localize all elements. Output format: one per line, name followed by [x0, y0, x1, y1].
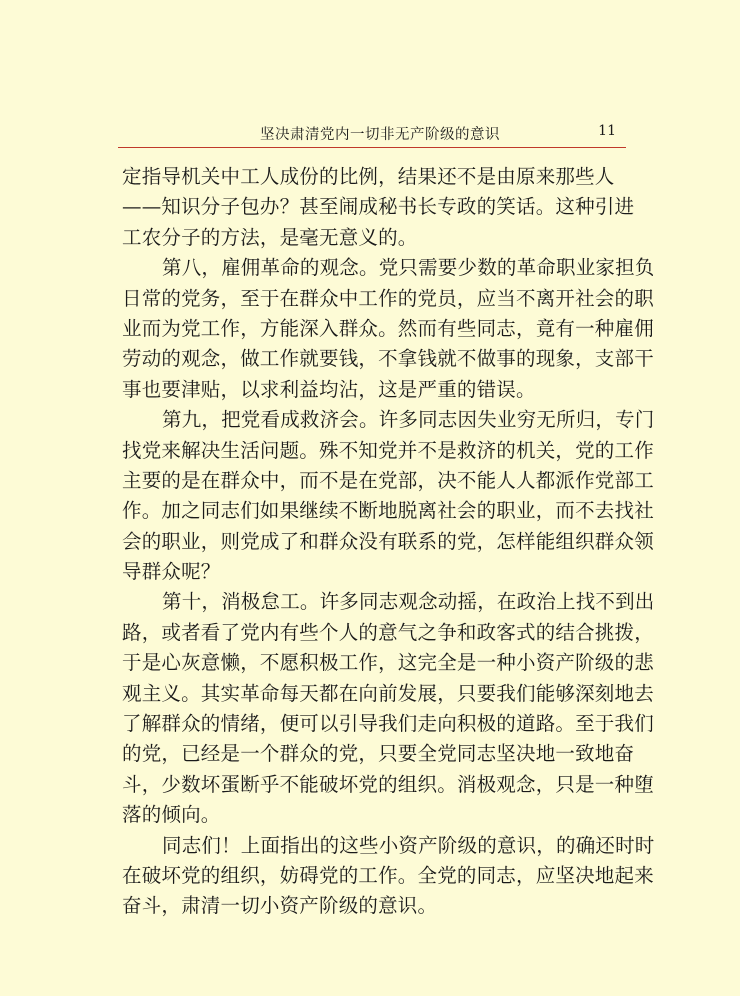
text-line: 于是心灰意懒，不愿积极工作，这完全是一种小资产阶级的悲 — [122, 651, 654, 675]
text-line: 在破坏党的组织，妨碍党的工作。全党的同志，应坚决地起来 — [122, 863, 654, 887]
text-line: 日常的党务，至于在群众中工作的党员，应当不离开社会的职 — [122, 286, 654, 310]
text-line: 会的职业，则党成了和群众没有联系的党，怎样能组织群众领 — [122, 529, 654, 553]
text-line: 找党来解决生活问题。殊不知党并不是救济的机关，党的工作 — [122, 438, 654, 462]
text-line: 定指导机关中工人成份的比例，结果还不是由原来那些人 — [122, 165, 615, 188]
paragraph-start-line: 同志们！上面指出的这些小资产阶级的意识，的确还时时 — [162, 833, 655, 857]
text-line: 作。加之同志们如果继续不断地脱离社会的职业，而不去找社 — [122, 499, 654, 523]
paragraph-start-line: 第九，把党看成救济会。许多同志因失业穷无所归，专门 — [162, 408, 655, 432]
text-line: 了解群众的情绪，便可以引导我们走向积极的道路。至于我们 — [122, 712, 654, 736]
text-line: 导群众呢？ — [122, 560, 221, 584]
text-line: 劳动的观念，做工作就要钱，不拿钱就不做事的现象，支部干 — [122, 347, 654, 371]
text-line: 的党，已经是一个群众的党，只要全党同志坚决地一致地奋 — [122, 742, 635, 766]
paragraph-start-line: 第十，消极怠工。许多同志观念动摇，在政治上找不到出 — [162, 590, 655, 614]
text-line: 主要的是在群众中，而不是在党部，决不能人人都派作党部工 — [122, 468, 654, 492]
page-number: 11 — [598, 123, 616, 139]
text-line: 业而为党工作，方能深入群众。然而有些同志，竟有一种雇佣 — [122, 316, 654, 340]
text-line: 奋斗，肃清一切小资产阶级的意识。 — [122, 894, 438, 918]
text-line: 斗，少数坏蛋断乎不能破坏党的组织。消极观念，只是一种堕 — [122, 772, 654, 796]
text-line: 落的倾向。 — [122, 803, 221, 827]
paragraph-start-line: 第八，雇佣革命的观念。党只需要少数的革命职业家担负 — [162, 256, 655, 280]
running-header — [118, 119, 626, 148]
text-line: 工农分子的方法，是毫无意义的。 — [122, 225, 418, 249]
text-line: ——知识分子包办？甚至闹成秘书长专政的笑话。这种引进 — [122, 195, 635, 219]
text-line: 事也要津贴，以求利益均沾，这是严重的错误。 — [122, 377, 536, 401]
body-text — [122, 162, 655, 922]
text-line: 路，或者看了党内有些个人的意气之争和政客式的结合挑拨， — [122, 620, 654, 644]
running-title: 坚决肃清党内一切非无产阶级的意识 — [260, 127, 500, 143]
text-line: 观主义。其实革命每天都在向前发展，只要我们能够深刻地去 — [122, 681, 654, 705]
